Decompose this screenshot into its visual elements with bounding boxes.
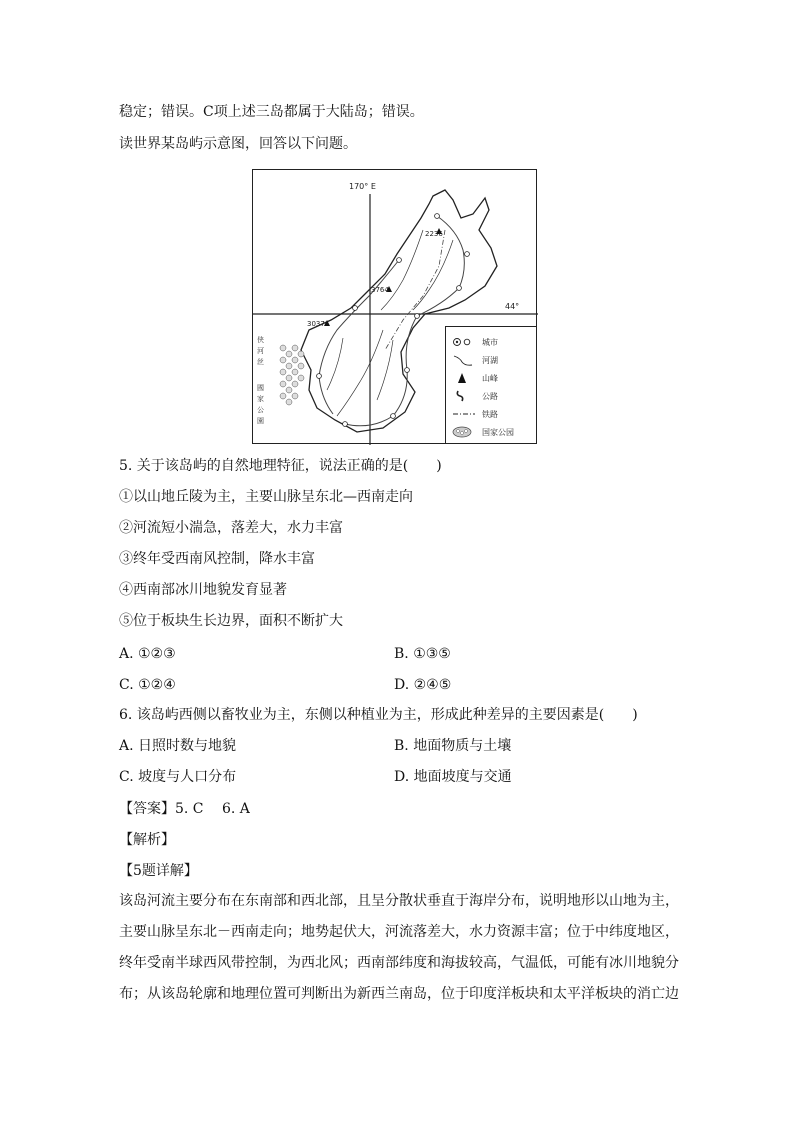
island-map-figure (252, 169, 537, 444)
answer-line: 【答案】5. C 6. A (119, 801, 250, 817)
city-icon (452, 335, 476, 349)
q6-option-b: B. 地面物质与土壤 (394, 738, 512, 754)
q5-item-4: ④西南部冰川地貌发育显著 (119, 582, 287, 598)
analysis-title: 【解析】 (119, 832, 175, 848)
prompt-line: 读世界某岛屿示意图，回答以下问题。 (119, 136, 357, 152)
river-line (377, 340, 393, 400)
legend-row-road (452, 389, 536, 403)
legend-label: 公路 (482, 392, 498, 401)
latitude-label: 44° (505, 302, 520, 311)
railway-icon (452, 407, 476, 421)
park-side-label-bottom: 國家公園 (257, 384, 264, 425)
park-icon (452, 425, 476, 439)
q6-option-a: A. 日照时数与地貌 (119, 738, 237, 754)
peak-icon (452, 371, 476, 385)
legend-label: 山峰 (482, 374, 498, 383)
q6-option-c: C. 坡度与人口分布 (119, 769, 237, 785)
river-icon (452, 353, 476, 367)
peak-elevation-2: 3764 (371, 286, 389, 294)
q6-stem: 6. 该岛屿西侧以畜牧业为主，东侧以种植业为主，形成此种差异的主要因素是( ) (119, 707, 638, 723)
legend-row-river (452, 353, 536, 367)
river-line (337, 330, 383, 416)
road-line (319, 260, 399, 414)
q5-option-a: A. ①②③ (119, 646, 176, 662)
road-icon (452, 389, 476, 403)
q5-detail-title: 【5题详解】 (119, 863, 198, 879)
detail-paragraph: 该岛河流主要分布在东南部和西北部，且呈分散状垂直于海岸分布，说明地形以山地为主，主要山脉呈东北－西南走向；地势起伏大，河流落差大，水力资源丰富；位于中纬度地区，终年受南半球西风带控制，为西北风；西南部纬度和海拔较高，气温低，可能有冰川地貌分布；从该岛轮廓和地理位置可判断出为新西兰南岛，位于印度洋板块和太平洋板块的消亡边 (119, 893, 679, 1002)
q5-item-2: ②河流短小湍急，落差大，水力丰富 (119, 520, 343, 536)
legend-row-peak (452, 371, 536, 385)
q5-option-b: B. ①③⑤ (394, 646, 451, 662)
legend-row-railway (452, 407, 536, 421)
peak-elevation-1: 2236 (425, 230, 443, 238)
longitude-label: 170° E (349, 182, 376, 191)
intro-line: 稳定；错误。C项上述三岛都属于大陆岛；错误。 (119, 104, 424, 120)
q5-item-5: ⑤位于板块生长边界，面积不断扩大 (119, 613, 343, 629)
park-side-label-top: 侠河丝 (257, 336, 264, 366)
q5-item-3: ③终年受西南风控制，降水丰富 (119, 551, 315, 567)
legend-row-city (452, 335, 536, 349)
peak-elevation-3: 3037 (307, 320, 325, 328)
legend-row-park (452, 425, 536, 439)
legend-label: 城市 (482, 338, 498, 347)
river-line (327, 338, 343, 390)
q6-option-d: D. 地面坡度与交通 (394, 769, 512, 785)
q5-option-d: D. ②④⑤ (394, 677, 452, 693)
railway-line (385, 230, 445, 350)
q5-item-1: ①以山地丘陵为主，主要山脉呈东北—西南走向 (119, 489, 413, 505)
national-park-area (280, 345, 304, 405)
q5-stem: 5. 关于该岛屿的自然地理特征，说法正确的是( ) (119, 458, 442, 474)
q5-option-c: C. ①②④ (119, 677, 176, 693)
legend-label: 铁路 (482, 410, 498, 419)
legend-label: 河湖 (482, 356, 498, 365)
legend-label: 国家公园 (482, 428, 514, 437)
map-legend (445, 326, 537, 444)
river-line (413, 240, 453, 310)
